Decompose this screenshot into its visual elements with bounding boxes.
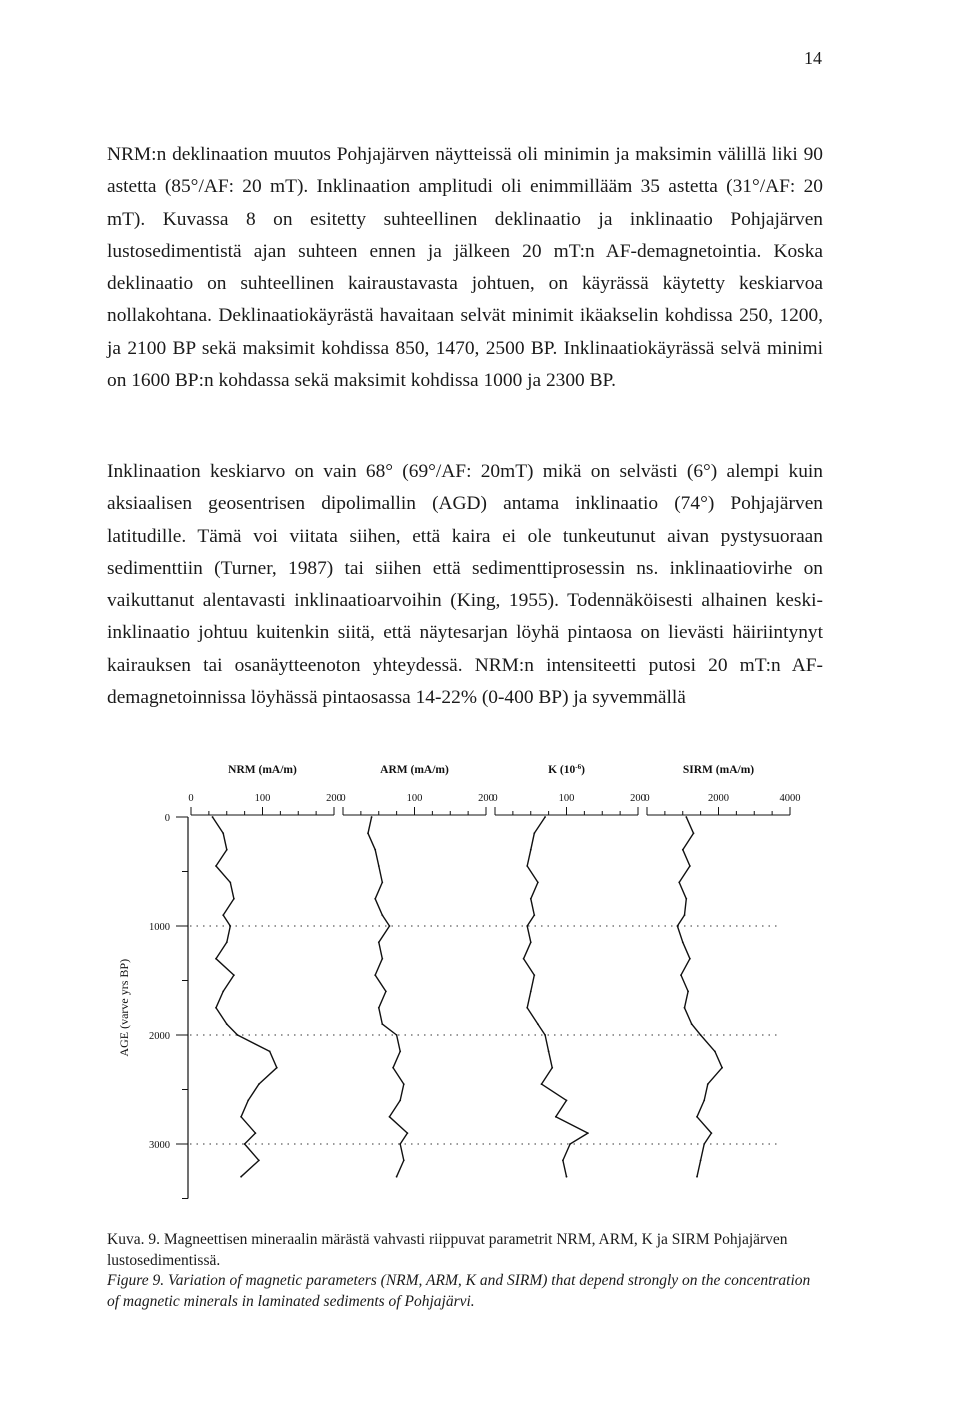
data-point bbox=[222, 914, 224, 916]
caption-english: Figure 9. Variation of magnetic parameters (NRM, ARM, K and SIRM) that depend strongly on the concentration of magnetic minerals in laminated sediments of Pohjajärvi. bbox=[107, 1272, 811, 1310]
data-point bbox=[371, 816, 373, 818]
data-point bbox=[555, 1116, 557, 1118]
data-point bbox=[687, 991, 689, 993]
data-point bbox=[700, 1160, 702, 1162]
data-point bbox=[696, 1116, 698, 1118]
data-point bbox=[587, 1132, 589, 1134]
data-point bbox=[233, 898, 235, 900]
data-point bbox=[530, 991, 532, 993]
series-line bbox=[524, 817, 588, 1177]
data-point bbox=[215, 1007, 217, 1009]
y-tick-label: 2000 bbox=[149, 1031, 170, 1042]
data-point bbox=[240, 1116, 242, 1118]
data-point bbox=[682, 941, 684, 943]
data-point bbox=[703, 1100, 705, 1102]
data-point bbox=[544, 1034, 546, 1036]
data-point bbox=[544, 816, 546, 818]
data-point bbox=[530, 941, 532, 943]
data-point bbox=[276, 1067, 278, 1069]
data-point bbox=[399, 1143, 401, 1145]
data-point bbox=[389, 925, 391, 927]
data-point bbox=[680, 974, 682, 976]
data-point bbox=[703, 1143, 705, 1145]
series-line bbox=[213, 817, 277, 1177]
data-point bbox=[378, 865, 380, 867]
y-tick-label: 3000 bbox=[149, 1140, 170, 1151]
data-point bbox=[684, 914, 686, 916]
data-point bbox=[714, 1051, 716, 1053]
data-point bbox=[226, 849, 228, 851]
panel-x-tick-label: 0 bbox=[644, 793, 650, 804]
data-point bbox=[222, 832, 224, 834]
panel-title-superscript: -6 bbox=[575, 763, 582, 771]
data-point bbox=[381, 958, 383, 960]
data-point bbox=[566, 1176, 568, 1178]
data-point bbox=[374, 898, 376, 900]
panel-x-tick-label: 0 bbox=[340, 793, 346, 804]
data-point bbox=[229, 925, 231, 927]
data-point bbox=[378, 1007, 380, 1009]
data-point bbox=[678, 882, 680, 884]
panel-title: ARM (mA/m) bbox=[380, 764, 449, 776]
data-point bbox=[244, 1143, 246, 1145]
figure-caption bbox=[107, 1230, 823, 1312]
data-point bbox=[526, 1007, 528, 1009]
data-point bbox=[685, 898, 687, 900]
panel-title: K $(10^{-6})$ bbox=[548, 763, 585, 776]
data-point bbox=[689, 865, 691, 867]
data-point bbox=[548, 1051, 550, 1053]
y-tick-label: 1000 bbox=[149, 922, 170, 933]
data-point bbox=[233, 974, 235, 976]
data-point bbox=[721, 1067, 723, 1069]
data-point bbox=[389, 1116, 391, 1118]
data-point bbox=[226, 1023, 228, 1025]
data-point bbox=[533, 974, 535, 976]
data-point bbox=[537, 1023, 539, 1025]
data-point bbox=[526, 865, 528, 867]
panel-4 bbox=[644, 764, 800, 1178]
data-point bbox=[212, 816, 214, 818]
panel-x-tick-label: 200 bbox=[326, 793, 342, 804]
data-point bbox=[258, 1083, 260, 1085]
data-point bbox=[215, 958, 217, 960]
data-point bbox=[396, 1176, 398, 1178]
caption-finnish: Kuva. 9. Magneettisen mineraalin märästä vahvasti riippuvat parametrit NRM, ARM, K ja SIRM Pohjajärven lustosedimentissä. bbox=[107, 1231, 788, 1269]
data-point bbox=[215, 865, 217, 867]
data-point bbox=[711, 1132, 713, 1134]
data-point bbox=[367, 832, 369, 834]
data-point bbox=[523, 958, 525, 960]
panel-x-tick-label: 100 bbox=[406, 793, 423, 804]
data-point bbox=[385, 991, 387, 993]
data-point bbox=[255, 1132, 257, 1134]
data-point bbox=[237, 1034, 239, 1036]
data-point bbox=[696, 1176, 698, 1178]
data-point bbox=[526, 925, 528, 927]
data-point bbox=[684, 1007, 686, 1009]
data-point bbox=[685, 816, 687, 818]
data-point bbox=[569, 1143, 571, 1145]
y-tick-label: 0 bbox=[164, 813, 170, 824]
data-point bbox=[530, 898, 532, 900]
data-point bbox=[537, 882, 539, 884]
magnetic-profile-chart bbox=[100, 745, 820, 1220]
data-point bbox=[682, 849, 684, 851]
y-axis-label: AGE (varve yrs BP) bbox=[117, 958, 131, 1057]
data-point bbox=[533, 914, 535, 916]
data-point bbox=[381, 882, 383, 884]
data-point bbox=[407, 1132, 409, 1134]
data-point bbox=[381, 1023, 383, 1025]
data-point bbox=[551, 1067, 553, 1069]
panel-title: NRM (mA/m) bbox=[228, 764, 297, 776]
data-point bbox=[689, 958, 691, 960]
panel-1 bbox=[188, 764, 342, 1178]
data-point bbox=[533, 832, 535, 834]
data-point bbox=[399, 1051, 401, 1053]
data-point bbox=[222, 991, 224, 993]
data-point bbox=[403, 1083, 405, 1085]
data-point bbox=[269, 1051, 271, 1053]
data-point bbox=[693, 832, 695, 834]
data-point bbox=[403, 1160, 405, 1162]
panel-x-tick-label: 4000 bbox=[779, 793, 801, 804]
data-point bbox=[530, 849, 532, 851]
data-point bbox=[392, 1067, 394, 1069]
panel-2 bbox=[340, 764, 494, 1178]
panel-x-tick-label: 0 bbox=[492, 793, 498, 804]
data-point bbox=[566, 1100, 568, 1102]
data-point bbox=[240, 1176, 242, 1178]
data-point bbox=[247, 1100, 249, 1102]
panel-x-tick-label: 100 bbox=[558, 793, 575, 804]
data-point bbox=[707, 1083, 709, 1085]
page-number: 14 bbox=[804, 48, 822, 68]
data-point bbox=[374, 974, 376, 976]
paragraph-deklinaatio: NRM:n deklinaation muutos Pohjajärven näytteissä oli minimin ja maksimin välillä liki 90 astetta (85°/AF: 20 mT). Inklinaation amplitudi oli enimmillääm 35 astetta (31°/AF: 20 mT). Kuvassa 8 on esitetty suhteellinen deklinaatio ja inklinaatio Pohjajärven lustosedimentistä ajan suhteen ennen ja jälkeen 20 mT:n AF-demagnetointia. Koska deklinaatio on suhteellinen kairaustavasta johtuen, on käyrässä käytetty keskiarvoa nollakohtana. Deklinaatiokäyrästä havaitaan selvät minimit ikäakselin kohdissa 250, 1200, ja 2100 BP sekä maksimit kohdissa 850, 1470, 2500 BP. Inklinaatiokäyrässä selvä minimi on 1600 BP:n kohdassa sekä maksimit kohdissa 1000 ja 2300 BP. bbox=[107, 144, 823, 392]
panel-x-tick-label: 200 bbox=[630, 793, 646, 804]
panel-x-tick-label: 0 bbox=[188, 793, 194, 804]
data-point bbox=[229, 882, 231, 884]
panel-title: SIRM (mA/m) bbox=[682, 764, 755, 776]
data-point bbox=[677, 925, 679, 927]
data-point bbox=[541, 1083, 543, 1085]
data-point bbox=[562, 1160, 564, 1162]
series-line bbox=[677, 817, 722, 1177]
panel-x-tick-label: 100 bbox=[254, 793, 271, 804]
panel-x-tick-label: 2000 bbox=[708, 793, 729, 804]
figure-magnetic-parameters bbox=[100, 745, 820, 1220]
data-point bbox=[374, 849, 376, 851]
data-point bbox=[691, 1023, 693, 1025]
panel-3 bbox=[492, 763, 646, 1178]
panel-x-tick-label: 200 bbox=[478, 793, 494, 804]
data-point bbox=[700, 1034, 702, 1036]
data-point bbox=[399, 1100, 401, 1102]
paragraph-inklinaatio: Inklinaation keskiarvo on vain 68° (69°/AF: 20mT) mikä on selvästi (6°) alempi kuin aksiaalisen geosentrisen dipolimallin (AGD) antama inklinaatio (74°) Pohjajärven latitudille. Tämä voi viitata siihen, että kaira ei ole tunkeutunut aivan pystysuoraan sedimenttiin (Turner, 1987) tai siihen että sedimenttiprosessin ns. inklinaatiovirhe on vaikuttanut alentavasti inklinaatioarvoihin (King, 1955). Todennäköisesti alhainen keski-inklinaatio johtuu kuitenkin siitä, että näytesarjan löyhä pintaosa on lievästi häiriintynyt kairauksen tai osanäytteenoton yhteydessä. NRM:n intensiteetti putosi 20 mT:n AF-demagnetoinnissa löyhässä pintaosassa 14-22% (0-400 BP) ja syvemmällä bbox=[107, 461, 823, 709]
series-line bbox=[368, 817, 407, 1177]
data-point bbox=[226, 941, 228, 943]
panel-title-end: ) bbox=[581, 764, 585, 776]
data-point bbox=[378, 941, 380, 943]
data-point bbox=[381, 914, 383, 916]
data-point bbox=[396, 1034, 398, 1036]
data-point bbox=[258, 1160, 260, 1162]
